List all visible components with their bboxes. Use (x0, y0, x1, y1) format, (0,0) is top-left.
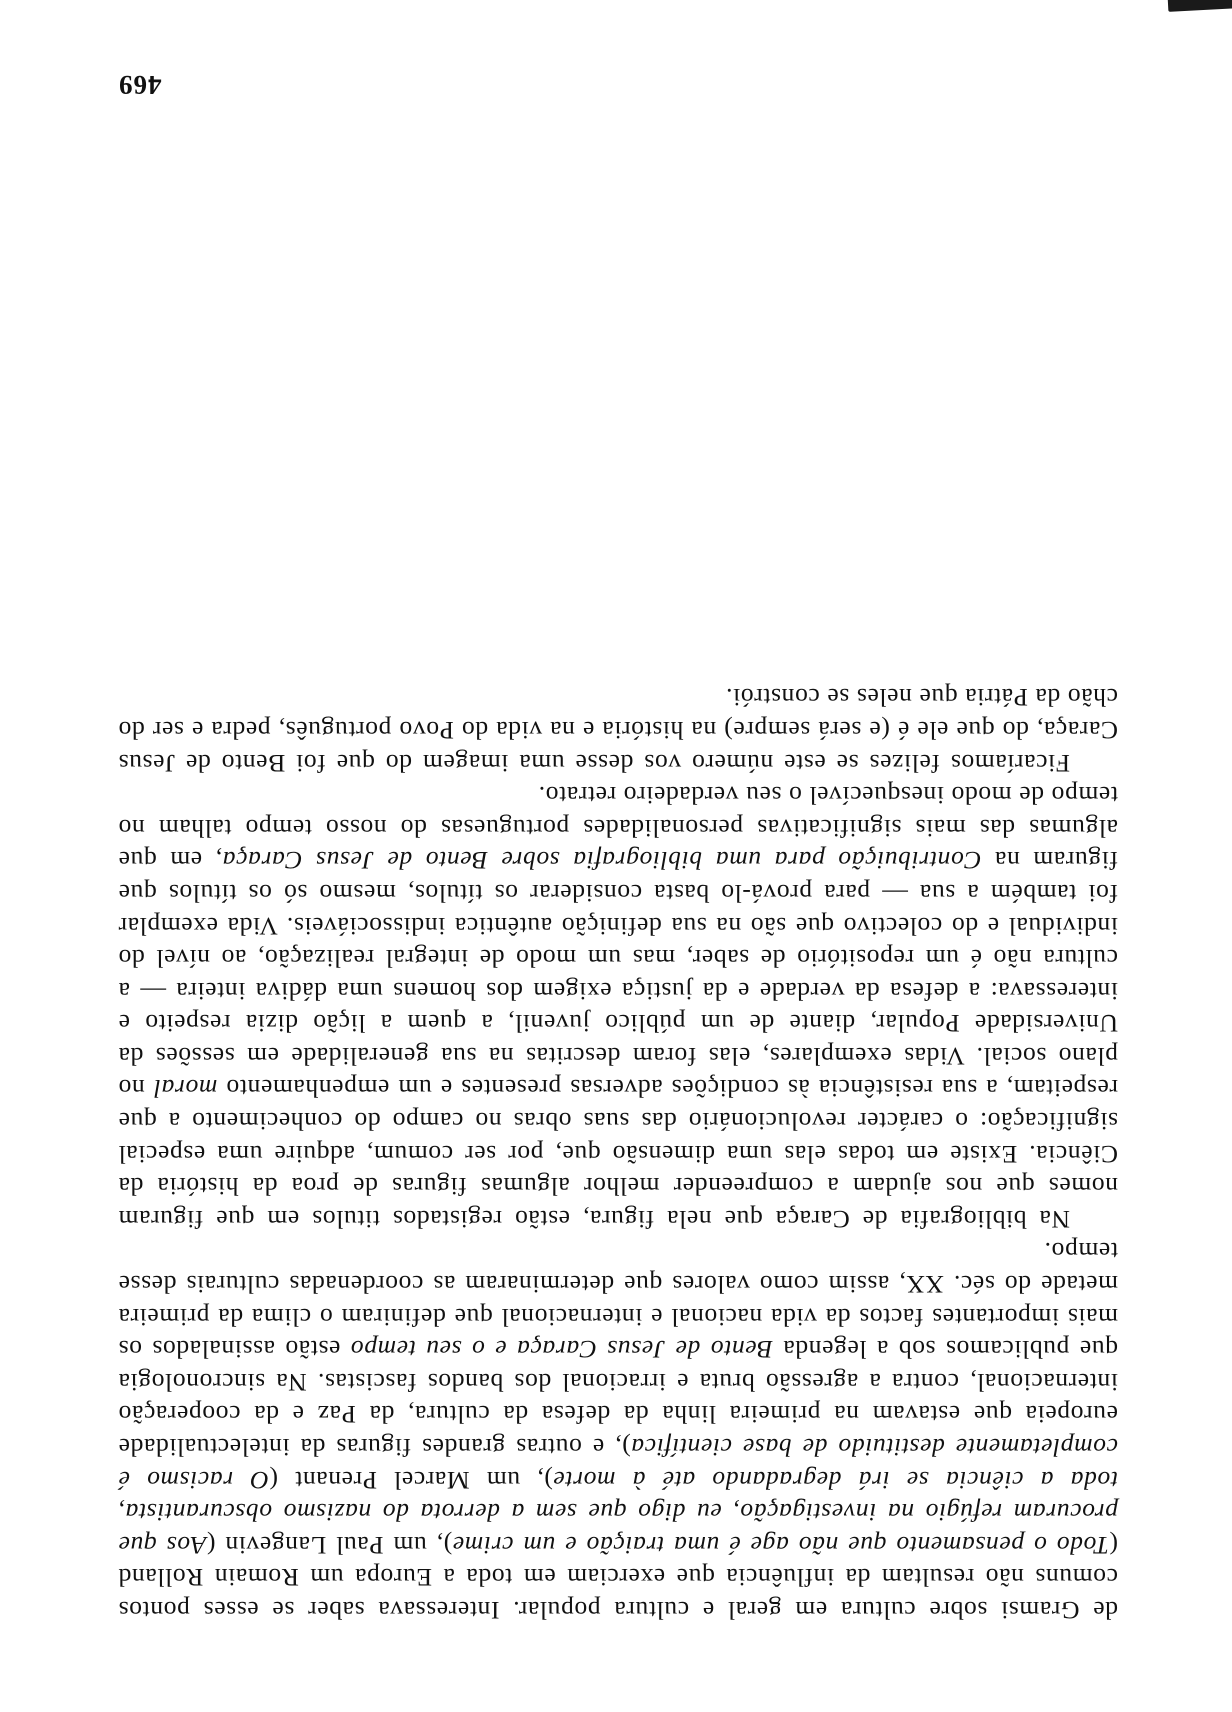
italic-text: Contribuição para uma bibliografia sobre Bento de Jesus Caraça (222, 846, 982, 876)
paragraph-1 (118, 1235, 1118, 1626)
body-text (118, 681, 1118, 1626)
text-run: ), um Marcel Prenant ( (268, 1465, 553, 1495)
italic-text: Aos que procuram refúgio na investigação, eu digo que sem a derrota do nazismo obscurantista, toda a ciência se irá degradando até à morte (118, 1465, 1118, 1560)
text-run: ), e outras grandes figuras da intelectualidade europeia que estavam na primeira linha da defesa da cultura, da Paz e da cooperação internacional, contra a agressão bruta e irracional dos bandos fascistas. Na sincronologia que publicamos sob a legenda (118, 1335, 1118, 1463)
text-run: , em que algumas das mais significativas personalidades portuguesas do nosso tempo talham no tempo de modo inesquecível o seu verdadeiro retrato. (117, 781, 1118, 876)
text-run: ), um Paul Langevin ( (206, 1530, 453, 1560)
italic-text: moral (153, 1074, 218, 1104)
text-run: estão assinalados os mais importantes factos da vida nacional e internacional que definiram o clima da primeira metade do séc. XX, assim como valores que determinaram as coordenadas culturais desse tempo. (118, 1237, 1118, 1365)
italic-text: O racismo é completamente destituido de base científica (118, 1433, 1118, 1495)
text-run: de Gramsi sobre cultura em geral e cultura popular. Interessava saber se esses pontos comuns não resultam da influência que exerciam em toda a Europa um Romain Rolland ( (118, 1530, 1118, 1625)
italic-text: Bento de Jesus Caraça e o seu tempo (350, 1335, 773, 1365)
text-run: no plano social. Vidas exemplares, elas foram descritas na sua generalidade em sessões da Universidade Popular, diante de um público juvenil, a quem a lição dizia respeito e interessava: a defesa da verdade e da justiça exigem dos homens uma dádiva inteira — a cultura não é um repositório de saber, mas um modo de integral realização, ao nível do individual e do colectivo que são na sua definição autêntica indissociáveis. Vida exemplar foi também a sua — para prová-lo basta considerar os títulos, mesmo só os títulos que figuram na (118, 846, 1118, 1104)
paragraph-2 (118, 779, 1118, 1235)
text-run: Ficaríamos felizes se este número vos desse uma imagem do que foi Bento de Jesus Caraça, do que ele é (e será sempre) na história e na vida do Povo português, pedra e ser do chão da Pátria que neles se constrói. (118, 683, 1118, 778)
paragraph-3 (118, 681, 1118, 779)
italic-text: Todo o pensamento que não age é uma traição e um crime (452, 1530, 1109, 1560)
text-run: Na bibliografia de Caraça que nela figura, estão registados titulos em que figuram nomes que nos ajudam a compreender melhor algumas figuras de proa da história da Ciência. Existe em todas elas uma dimensão que, por ser comum, adquire uma especial significação: o carácter revolucionário das suas obras no campo do conhecimento a que respeitam, a sua resistência às condições adversas presentes e um empenhamento (118, 1074, 1118, 1234)
scan-artifact (1168, 0, 1232, 12)
page-number: 469 (118, 70, 162, 100)
